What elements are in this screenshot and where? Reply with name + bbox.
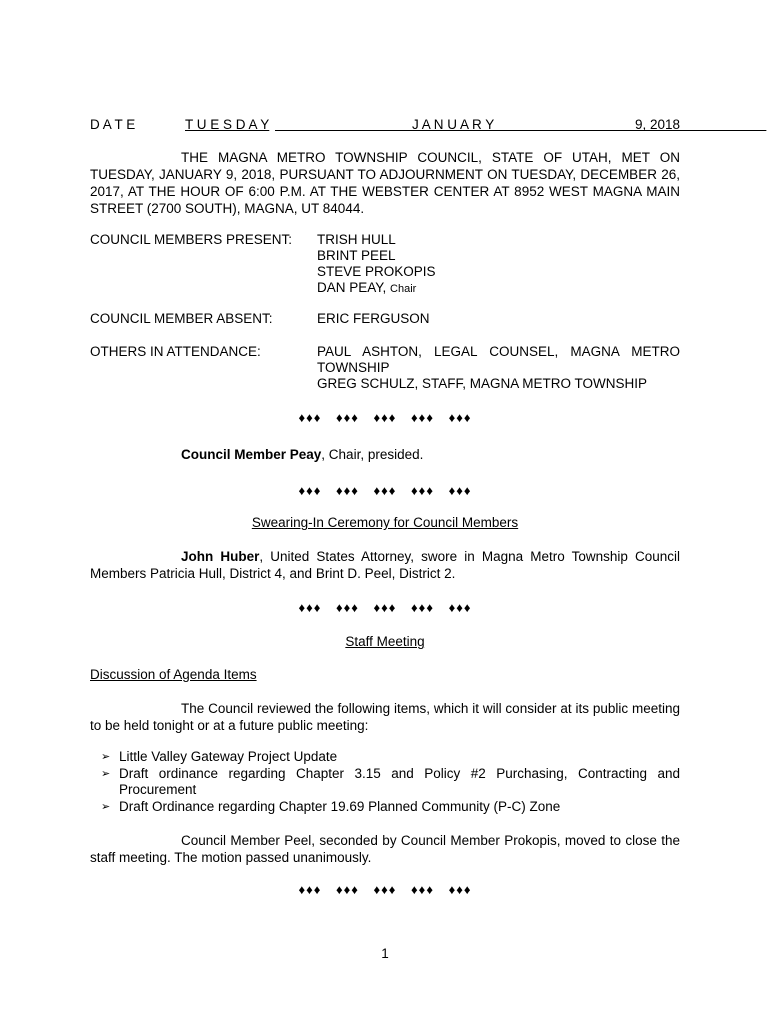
others-line: GREG SCHULZ, STAFF, MAGNA METRO TOWNSHIP [317,376,648,391]
others-section [90,344,680,394]
swearing-official: John Huber [181,549,260,564]
list-item: ➢ Little Valley Gateway Project Update [101,749,338,764]
agenda-intro: The Council reviewed the following items, which it will consider at its public meeting to be held tonight or at a future public meeting: [90,701,680,733]
arrow-bullet-icon: ➢ [101,767,111,780]
section-separator: ♦♦♦ ♦♦♦ ♦♦♦ ♦♦♦ ♦♦♦ [298,410,472,425]
date-day-number [275,117,680,132]
page-number: 1 [381,946,389,961]
section-separator: ♦♦♦ ♦♦♦ ♦♦♦ ♦♦♦ ♦♦♦ [298,882,472,897]
arrow-bullet-icon: ➢ [101,800,111,813]
date-month: J A N U A R Y [412,117,495,132]
presided-line: Council Member Peay, Chair, presided. [181,447,424,462]
member-name: BRINT PEEL [317,248,396,263]
presiding-member: Council Member Peay [181,447,322,462]
list-item: ➢ Draft ordinance regarding Chapter 3.15 and Policy #2 Purchasing, Contracting and Procurement [101,765,680,797]
chair-note: Chair [390,283,417,295]
intro-paragraph: THE MAGNA METRO TOWNSHIP COUNCIL, STATE OF UTAH, MET ON TUESDAY, JANUARY 9, 2018, PURSUANT TO ADJOURNMENT ON TUESDAY, DECEMBER 26, 2017, AT THE HOUR OF 6:00 P.M. AT THE WEBSTER CENTER AT 8952 WEST MAGNA MAIN STREET (2700 SOUTH), MAGNA, UT 84044. [90,150,680,216]
list-item: ➢ Draft Ordinance regarding Chapter 19.69 Planned Community (P-C) Zone [101,798,561,814]
others-line: PAUL ASHTON, LEGAL COUNSEL, MAGNA METRO TOWNSHIP [317,344,680,375]
date-line [90,117,680,135]
agenda-subheading: Discussion of Agenda Items [90,667,257,682]
section-separator: ♦♦♦ ♦♦♦ ♦♦♦ ♦♦♦ ♦♦♦ [298,483,472,498]
others-list [317,344,680,392]
motion-paragraph: Council Member Peel, seconded by Council Member Prokopis, moved to close the staff meeting. The motion passed unanimously. [90,833,680,865]
section-separator: ♦♦♦ ♦♦♦ ♦♦♦ ♦♦♦ ♦♦♦ [298,600,472,615]
others-label: OTHERS IN ATTENDANCE: [90,344,261,359]
swearing-heading: Swearing-In Ceremony for Council Members [251,515,519,530]
arrow-bullet-icon: ➢ [101,751,111,763]
swearing-paragraph: John Huber, United States Attorney, swore in Magna Metro Township Council Members Patricia Hull, District 4, and Brint D. Peel, District 2. [90,549,680,581]
member-name: STEVE PROKOPIS [317,264,436,279]
member-absent-label: COUNCIL MEMBER ABSENT: [90,311,273,326]
staff-meeting-heading: Staff Meeting [345,634,425,649]
date-label: D A T E [90,117,136,132]
members-present-list [317,232,680,297]
member-absent-name: ERIC FERGUSON [317,311,430,326]
date-value: 9, 2018 [634,117,680,132]
day-text: T U E S D A Y [185,117,270,132]
member-name-chair: DAN PEAY, Chair [317,280,417,295]
agenda-list [90,749,680,815]
members-present-label: COUNCIL MEMBERS PRESENT: [90,232,293,247]
member-absent-section [90,311,680,329]
members-present-section [90,232,680,300]
member-name: TRISH HULL [317,232,396,247]
